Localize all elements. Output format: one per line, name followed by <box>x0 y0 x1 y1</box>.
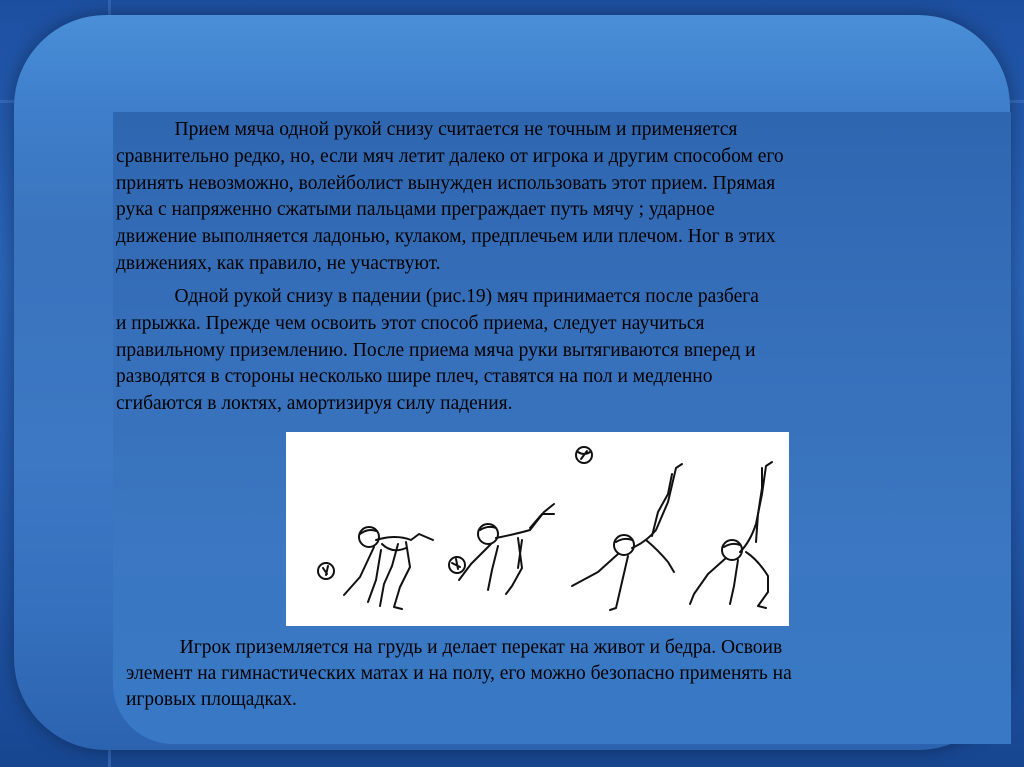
player-figure-1-icon <box>318 527 433 609</box>
player-figure-3-icon <box>572 464 682 610</box>
paragraph-reception-in-fall: Одной рукой снизу в падении (рис.19) мяч принимается после разбега и прыжка. Прежде чем освоить этот способ приема, следует научиться правильному приземлению. После приема мяча руки вытягиваются вперед и разводятся в стороны несколько шире плеч, ставятся на пол и медленно сгибаются в локтях, амортизируя силу падения. <box>116 286 759 415</box>
illustration-volleyball-dive-sequence <box>286 432 789 626</box>
paragraph-landing: Игрок приземляется на грудь и делает перекат на живот и бедра. Освоив элемент на гимнастических матах и на полу, его можно безопасно применять на игровых площадках. <box>126 637 792 710</box>
ball-in-air-icon <box>576 447 592 463</box>
player-figure-2-icon <box>449 504 554 594</box>
player-figure-4-icon <box>690 462 772 608</box>
paragraph-one-hand-reception: Прием мяча одной рукой снизу считается не точным и применяется сравнительно редко, но, если мяч летит далеко от игрока и другим способом его принять невозможно, волейболист вынужден использовать этот прием. Прямая рука с напряженно сжатыми пальцами преграждает путь мячу ; ударное движение выполняется ладонью, кулаком, предплечьем или плечом. Ног в этих движениях, как правило, не участвуют. <box>116 119 784 274</box>
